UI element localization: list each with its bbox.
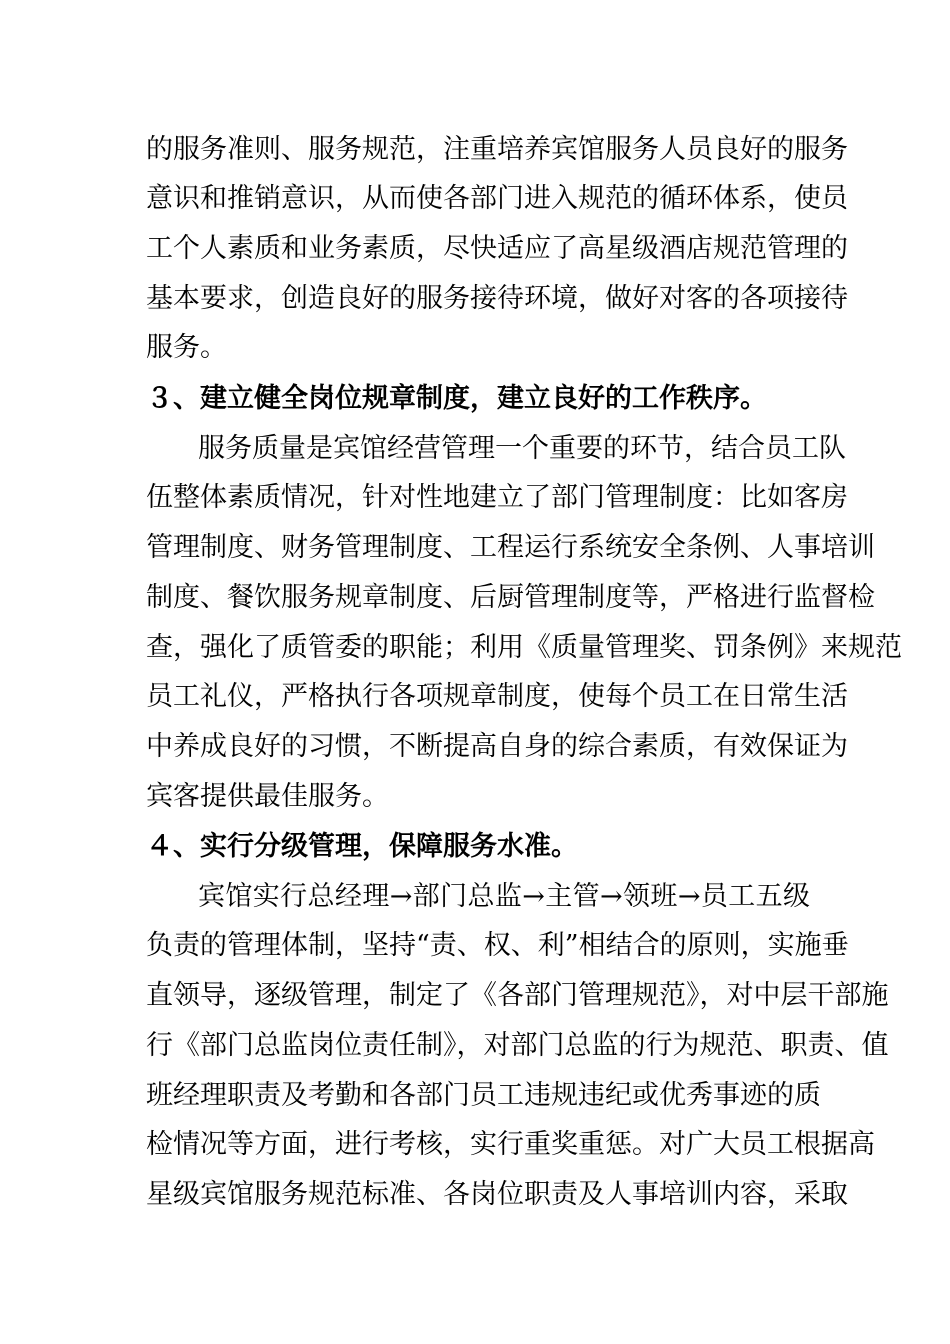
- paragraph-line: 宾馆实行总经理→部门总监→主管→领班→员工五级: [198, 881, 810, 912]
- paragraph-line: 查，强化了质管委的职能；利用《质量管理奖、罚条例》来规范: [146, 632, 902, 663]
- paragraph-line: 制度、餐饮服务规章制度、后厨管理制度等，严格进行监督检: [146, 582, 875, 613]
- paragraph-line: 中养成良好的习惯，不断提高自身的综合素质，有效保证为: [146, 731, 848, 762]
- paragraph-line: 直领导，逐级管理，制定了《各部门管理规范》，对中层干部施: [146, 980, 889, 1011]
- paragraph-line: 班经理职责及考勤和各部门员工违规违纪或优秀事迹的质: [146, 1080, 821, 1111]
- paragraph-line: 的服务准则、服务规范，注重培养宾馆服务人员良好的服务: [146, 134, 848, 165]
- paragraph-line: 宾客提供最佳服务。: [146, 781, 389, 812]
- paragraph-line: 伍整体素质情况，针对性地建立了部门管理制度：比如客房: [146, 482, 848, 513]
- section-heading-4: ４、实行分级管理，保障服务水准。: [146, 831, 578, 862]
- paragraph-line: 工个人素质和业务素质，尽快适应了高星级酒店规范管理的: [146, 233, 848, 264]
- paragraph-line: 服务质量是宾馆经营管理一个重要的环节，结合员工队: [198, 433, 846, 464]
- paragraph-line: 管理制度、财务管理制度、工程运行系统安全条例、人事培训: [146, 532, 875, 563]
- paragraph-line: 员工礼仪，严格执行各项规章制度，使每个员工在日常生活: [146, 681, 848, 712]
- paragraph-line: 服务。: [146, 332, 227, 363]
- section-heading-3: ３、建立健全岗位规章制度，建立良好的工作秩序。: [146, 383, 767, 414]
- paragraph-line: 负责的管理体制，坚持“责、权、利”相结合的原则，实施垂: [146, 930, 849, 961]
- paragraph-line: 意识和推销意识，从而使各部门进入规范的循环体系，使员: [146, 183, 848, 214]
- paragraph-line: 星级宾馆服务规范标准、各岗位职责及人事培训内容，采取: [146, 1179, 848, 1210]
- paragraph-line: 行《部门总监岗位责任制》，对部门总监的行为规范、职责、值: [146, 1030, 889, 1061]
- paragraph-line: 基本要求，创造良好的服务接待环境，做好对客的各项接待: [146, 283, 848, 314]
- paragraph-line: 检情况等方面，进行考核，实行重奖重惩。对广大员工根据高: [146, 1129, 875, 1160]
